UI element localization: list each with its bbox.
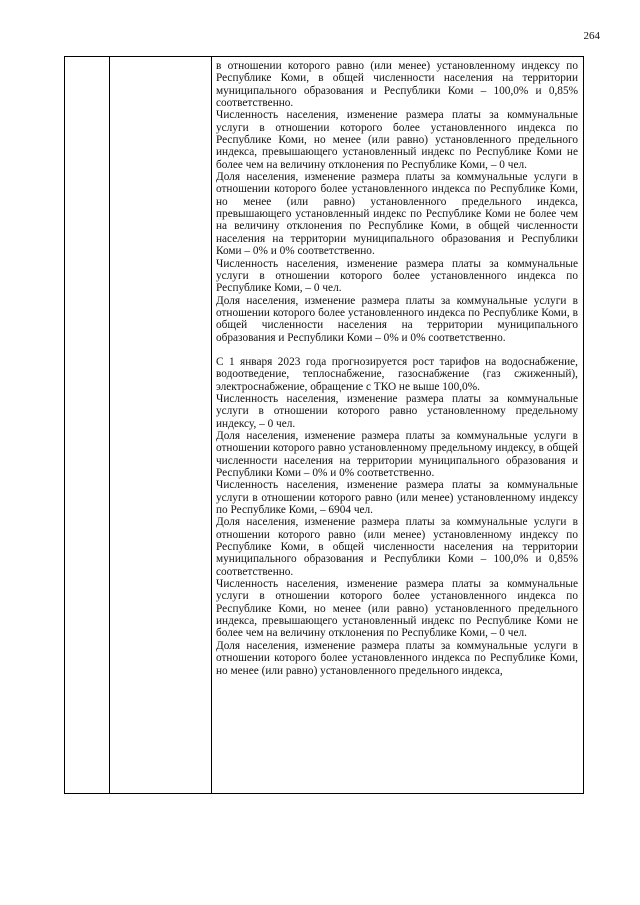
paragraph: Доля населения, изменение размера платы за коммунальные услуги в отношении которого более установленного индекса по Республике Коми, в общей численности населения на территории муниципального образования и Республики Коми – 0% и 0% соответственно. [216,294,578,344]
column-divider [109,57,110,793]
paragraph: Численность населения, изменение размера платы за коммунальные услуги в отношении которого более установленного индекса по Республике Коми, но менее (или равно) установленного предельного индекса, превышающего установленный индекс по Республике Коми не более чем на величину отклонения по Республике Коми, – 0 чел. [216,578,578,640]
page-number: 264 [583,30,600,42]
table-content-cell [216,60,578,677]
paragraph: Доля населения, изменение размера платы за коммунальные услуги в отношении которого равно установленному предельному индексу, в общей численности населения на территории муниципального образования и Республики Коми – 0% и 0% соответственно. [216,429,578,479]
paragraph: Численность населения, изменение размера платы за коммунальные услуги в отношении которого более установленного индекса по Республике Коми, – 0 чел. [216,257,578,295]
paragraph: Численность населения, изменение размера платы за коммунальные услуги в отношении которого равно установленному предельному индексу, – 0 чел. [216,392,578,430]
paragraph: С 1 января 2023 года прогнозируется рост тарифов на водоснабжение, водоотведение, теплоснабжение, газоснабжение (газ сжиженный), электроснабжение, обращение с ТКО не выше 100,0%. [216,355,578,393]
paragraph: Доля населения, изменение размера платы за коммунальные услуги в отношении которого равно (или менее) установленному индексу по Республике Коми, в общей численности населения на территории муниципального образования и Республики Коми – 100,0% и 0,85% соответственно. [216,516,578,578]
paragraph: Численность населения, изменение размера платы за коммунальные услуги в отношении которого более установленного индекса по Республике Коми, но менее (или равно) установленного предельного индекса, превышающего установленный индекс по Республике Коми не более чем на величину отклонения по Республике Коми, – 0 чел. [216,109,578,171]
column-divider [211,57,212,793]
paragraph: в отношении которого равно (или менее) установленному индексу по Республике Коми, в общей численности населения на территории муниципального образования и Республики Коми – 100,0% и 0,85% соответственно. [216,60,578,110]
document-table [64,56,584,794]
paragraph: Численность населения, изменение размера платы за коммунальные услуги в отношении которого равно (или менее) установленному индексу по Республике Коми, – 6904 чел. [216,479,578,517]
paragraph: Доля населения, изменение размера платы за коммунальные услуги в отношении которого более установленного индекса по Республике Коми, но менее (или равно) установленного предельного индекса, [216,639,578,677]
paragraph: Доля населения, изменение размера платы за коммунальные услуги в отношении которого более установленного индекса по Республике Коми, но менее (или равно) установленного предельного индекса, превышающего установленный индекс по Республике Коми не более чем на величину отклонения по Республике Коми, в общей численности населения на территории муниципального образования и Республики Коми – 0% и 0% соответственно. [216,171,578,258]
